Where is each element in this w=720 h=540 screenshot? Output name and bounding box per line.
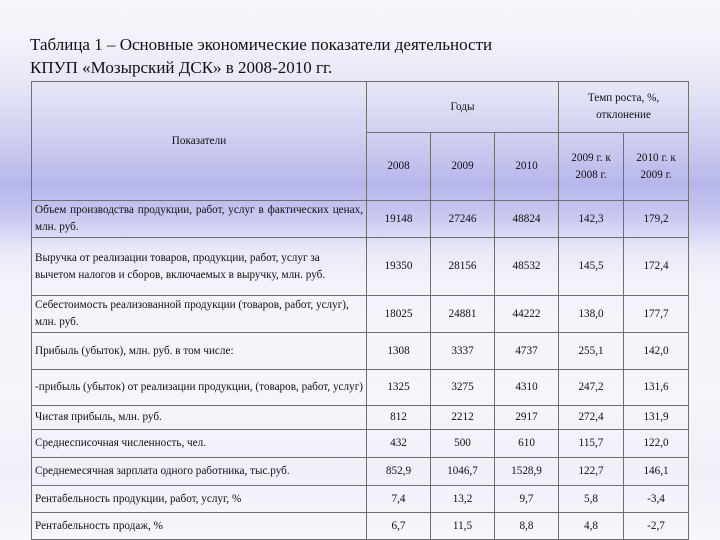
growth-2010-2009: 177,7	[624, 296, 689, 333]
value-2009: 28156	[431, 238, 495, 296]
growth-2009-2008: 5,8	[559, 486, 624, 513]
value-2008: 18025	[367, 296, 431, 333]
row-label: Прибыль (убыток), млн. руб. в том числе:	[32, 333, 367, 370]
caption-line-2: КПУП «Мозырский ДСК» в 2008-2010 гг.	[30, 58, 333, 77]
growth-2009-2008: 142,3	[559, 201, 624, 238]
growth-2009-2008: 115,7	[559, 430, 624, 458]
growth-2009-2008: 122,7	[559, 458, 624, 486]
row-label: Выручка от реализации товаров, продукции, работ, услуг за вычетом налогов и сборов, включаемых в выручку, млн. руб.	[32, 238, 367, 296]
row-label: -прибыль (убыток) от реализации продукции, (товаров, работ, услуг)	[32, 370, 367, 406]
growth-2010-2009: 122,0	[624, 430, 689, 458]
row-label: Рентабельность продукции, работ, услуг, %	[32, 486, 367, 513]
value-2008: 19148	[367, 201, 431, 238]
value-2009: 24881	[431, 296, 495, 333]
growth-2009-2008: 145,5	[559, 238, 624, 296]
growth-2010-2009: 142,0	[624, 333, 689, 370]
row-label: Среднесписочная численность, чел.	[32, 430, 367, 458]
value-2009: 13,2	[431, 486, 495, 513]
value-2010: 44222	[495, 296, 559, 333]
header-year-2008: 2008	[367, 133, 431, 201]
growth-2010-2009: 172,4	[624, 238, 689, 296]
value-2008: 432	[367, 430, 431, 458]
table-row	[32, 458, 689, 486]
growth-2010-2009: -3,4	[624, 486, 689, 513]
value-2010: 2917	[495, 406, 559, 430]
value-2008: 852,9	[367, 458, 431, 486]
row-label: Чистая прибыль, млн. руб.	[32, 406, 367, 430]
header-years: Годы	[367, 82, 559, 133]
table-row	[32, 201, 689, 238]
value-2008: 6,7	[367, 513, 431, 540]
growth-2010-2009: 131,6	[624, 370, 689, 406]
table-row	[32, 238, 689, 296]
caption-line-1: Таблица 1 – Основные экономические показатели деятельности	[30, 35, 493, 54]
value-2009: 2212	[431, 406, 495, 430]
row-label: Себестоимость реализованной продукции (товаров, работ, услуг), млн. руб.	[32, 296, 367, 333]
value-2010: 9,7	[495, 486, 559, 513]
value-2009: 3275	[431, 370, 495, 406]
table-row	[32, 486, 689, 513]
row-label: Рентабельность продаж, %	[32, 513, 367, 540]
value-2010: 4737	[495, 333, 559, 370]
value-2010: 48824	[495, 201, 559, 238]
growth-2010-2009: 131,9	[624, 406, 689, 430]
row-label: Объем производства продукции, работ, услуг в фактических ценах, млн. руб.	[32, 201, 367, 238]
header-year-2010: 2010	[495, 133, 559, 201]
table-row	[32, 406, 689, 430]
table-row	[32, 333, 689, 370]
value-2010: 48532	[495, 238, 559, 296]
table-caption	[30, 33, 690, 79]
value-2008: 1308	[367, 333, 431, 370]
header-growth-2009-2008: 2009 г. к 2008 г.	[559, 133, 624, 201]
value-2009: 500	[431, 430, 495, 458]
value-2010: 1528,9	[495, 458, 559, 486]
value-2008: 19350	[367, 238, 431, 296]
table-row	[32, 296, 689, 333]
value-2010: 4310	[495, 370, 559, 406]
growth-2010-2009: 146,1	[624, 458, 689, 486]
value-2008: 7,4	[367, 486, 431, 513]
value-2008: 1325	[367, 370, 431, 406]
value-2009: 11,5	[431, 513, 495, 540]
growth-2009-2008: 4,8	[559, 513, 624, 540]
value-2010: 8,8	[495, 513, 559, 540]
growth-2010-2009: 179,2	[624, 201, 689, 238]
value-2009: 3337	[431, 333, 495, 370]
value-2009: 1046,7	[431, 458, 495, 486]
growth-2009-2008: 255,1	[559, 333, 624, 370]
table-row	[32, 513, 689, 540]
header-growth: Темп роста, %, отклонение	[559, 82, 689, 133]
table-row	[32, 430, 689, 458]
table-row	[32, 370, 689, 406]
growth-2010-2009: -2,7	[624, 513, 689, 540]
header-row-top	[32, 82, 689, 133]
value-2010: 610	[495, 430, 559, 458]
value-2009: 27246	[431, 201, 495, 238]
indicators-table	[31, 81, 689, 540]
growth-2009-2008: 272,4	[559, 406, 624, 430]
header-year-2009: 2009	[431, 133, 495, 201]
header-indicators: Показатели	[32, 82, 367, 201]
row-label: Среднемесячная зарплата одного работника, тыс.руб.	[32, 458, 367, 486]
value-2008: 812	[367, 406, 431, 430]
growth-2009-2008: 247,2	[559, 370, 624, 406]
header-growth-2010-2009: 2010 г. к 2009 г.	[624, 133, 689, 201]
growth-2009-2008: 138,0	[559, 296, 624, 333]
